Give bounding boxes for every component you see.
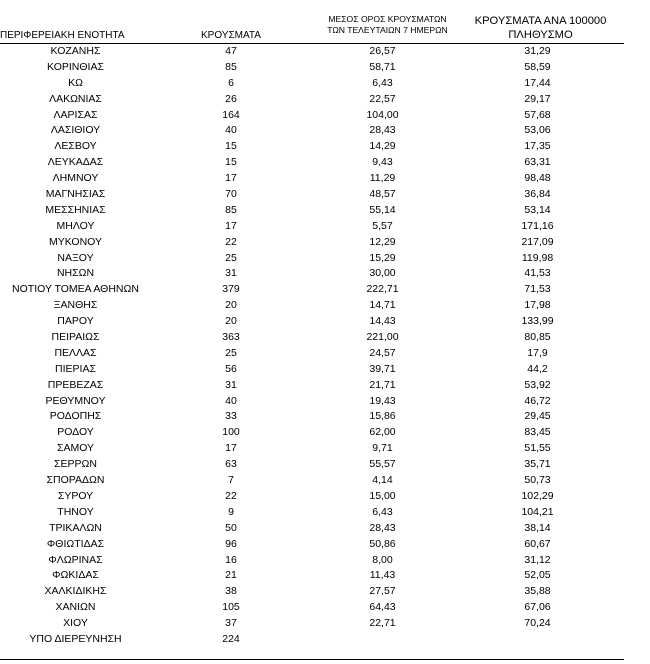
table-row — [0, 92, 650, 108]
cell-region: ΜΥΚΟΝΟΥ — [48, 235, 102, 248]
table-row — [0, 235, 650, 251]
cell-cases: 363 — [222, 331, 240, 344]
table-row — [0, 298, 650, 314]
cell-cases-per-100k: 57,68 — [524, 108, 551, 121]
cell-seven-day-average: 48,57 — [369, 188, 396, 201]
cell-seven-day-average: 11,43 — [369, 569, 396, 582]
cell-region: ΛΕΥΚΑΔΑΣ — [47, 156, 104, 169]
cell-seven-day-average: 39,71 — [369, 362, 396, 375]
column-header-seven-day-average-line-1: ΜΕΣΟΣ ΟΡΟΣ ΚΡΟΥΣΜΑΤΩΝ — [328, 14, 447, 24]
table-row — [0, 489, 650, 505]
cell-seven-day-average: 9,43 — [372, 156, 393, 169]
cell-region: ΞΑΝΘΗΣ — [53, 299, 98, 312]
cell-cases-per-100k: 53,92 — [524, 378, 551, 391]
cell-region: ΣΑΜΟΥ — [56, 442, 95, 455]
cell-cases: 38 — [225, 585, 237, 598]
table-row — [0, 219, 650, 235]
cell-cases: 56 — [225, 362, 237, 375]
cell-seven-day-average: 64,43 — [369, 601, 396, 614]
cell-seven-day-average: 62,00 — [369, 426, 396, 439]
cell-region: ΦΛΩΡΙΝΑΣ — [48, 553, 103, 566]
table-row — [0, 616, 650, 632]
cell-cases: 100 — [222, 426, 240, 439]
cell-cases-per-100k: 83,45 — [524, 426, 551, 439]
table-row — [0, 203, 650, 219]
cell-cases-per-100k: 17,44 — [524, 76, 551, 89]
cell-region: ΝΗΣΩΝ — [56, 267, 95, 280]
table-row — [0, 251, 650, 267]
cell-cases-per-100k: 35,71 — [524, 458, 551, 471]
cell-region: ΚΩ — [68, 76, 83, 89]
cell-cases: 224 — [222, 632, 240, 645]
cell-cases: 7 — [228, 474, 234, 487]
cell-cases: 50 — [225, 521, 237, 534]
table-row — [0, 282, 650, 298]
cell-cases: 37 — [225, 617, 237, 630]
cell-cases: 25 — [225, 251, 237, 264]
table-row — [0, 553, 650, 569]
cell-seven-day-average: 6,43 — [372, 76, 393, 89]
cell-seven-day-average: 9,71 — [372, 442, 393, 455]
table-row — [0, 632, 650, 648]
cell-region: ΜΕΣΣΗΝΙΑΣ — [45, 203, 106, 216]
cell-cases-per-100k: 104,21 — [521, 505, 554, 518]
cell-cases-per-100k: 36,84 — [524, 188, 551, 201]
cell-seven-day-average: 21,71 — [369, 378, 396, 391]
cell-seven-day-average: 50,86 — [369, 537, 396, 550]
cell-cases-per-100k: 41,53 — [524, 267, 551, 280]
cell-seven-day-average: 22,71 — [369, 617, 396, 630]
cell-seven-day-average: 104,00 — [366, 108, 399, 121]
cell-cases: 20 — [225, 315, 237, 328]
table-row — [0, 568, 650, 584]
cell-cases: 379 — [222, 283, 240, 296]
cell-seven-day-average: 19,43 — [369, 394, 396, 407]
cell-seven-day-average: 28,43 — [369, 124, 396, 137]
column-header-seven-day-average — [305, 14, 470, 36]
cell-cases-per-100k: 119,98 — [521, 251, 554, 264]
cell-seven-day-average: 6,43 — [372, 505, 393, 518]
table-row — [0, 155, 650, 171]
cell-seven-day-average: 11,29 — [369, 172, 396, 185]
cell-cases-per-100k: 171,16 — [521, 219, 554, 232]
column-header-cases-per-100k-line-1: ΚΡΟΥΣΜΑΤΑ ΑΝΑ 100000 — [474, 15, 607, 27]
cell-cases-per-100k: 133,99 — [521, 315, 554, 328]
cell-region: ΚΟΡΙΝΘΙΑΣ — [47, 60, 104, 73]
cell-region: ΛΑΣΙΘΙΟΥ — [50, 124, 101, 137]
cell-cases-per-100k: 44,2 — [527, 362, 548, 375]
cell-region: ΦΘΙΩΤΙΔΑΣ — [46, 537, 105, 550]
cell-cases: 22 — [225, 489, 237, 502]
cell-region: ΛΑΡΙΣΑΣ — [53, 108, 98, 121]
cell-seven-day-average: 14,71 — [369, 299, 396, 312]
cell-region: ΠΕΛΛΑΣ — [54, 346, 97, 359]
cell-cases-per-100k: 17,9 — [527, 346, 548, 359]
cell-cases: 17 — [225, 219, 237, 232]
column-header-cases-per-100k-line-2: ΠΛΗΘΥΣΜΟ — [508, 29, 573, 41]
cell-seven-day-average: 26,57 — [369, 45, 396, 57]
cell-region: ΥΠΟ ΔΙΕΡΕΥΝΗΣΗ — [29, 632, 122, 645]
column-header-region: ΠΕΡΙΦΕΡΕΙΑΚΗ ΕΝΟΤΗΤΑ — [0, 30, 125, 41]
cell-cases: 17 — [225, 442, 237, 455]
cell-cases-per-100k: 102,29 — [521, 489, 554, 502]
cell-cases-per-100k: 53,14 — [524, 203, 551, 216]
cell-region: ΛΕΣΒΟΥ — [54, 140, 97, 153]
cell-region: ΠΙΕΡΙΑΣ — [55, 362, 96, 375]
cell-seven-day-average: 15,00 — [369, 489, 396, 502]
cell-region: ΤΡΙΚΑΛΩΝ — [49, 521, 102, 534]
cell-seven-day-average: 14,43 — [369, 315, 396, 328]
cell-cases: 85 — [225, 203, 237, 216]
cell-region: ΠΑΡΟΥ — [57, 315, 94, 328]
table-row — [0, 584, 650, 600]
cell-cases-per-100k: 51,55 — [524, 442, 551, 455]
cell-cases: 16 — [225, 553, 237, 566]
cell-seven-day-average: 4,14 — [372, 474, 393, 487]
cell-seven-day-average: 30,00 — [369, 267, 396, 280]
table-row — [0, 394, 650, 410]
cell-cases-per-100k: 67,06 — [524, 601, 551, 614]
table-row — [0, 537, 650, 553]
table-row — [0, 266, 650, 282]
cell-region: ΡΟΔΟΥ — [57, 426, 94, 439]
cell-cases-per-100k: 63,31 — [524, 156, 551, 169]
cell-cases-per-100k: 46,72 — [524, 394, 551, 407]
table-row — [0, 600, 650, 616]
cell-region: ΦΩΚΙΔΑΣ — [52, 569, 99, 582]
cell-region: ΧΑΝΙΩΝ — [55, 601, 96, 614]
cell-cases-per-100k: 38,14 — [524, 521, 551, 534]
column-header-seven-day-average-line-2: ΤΩΝ ΤΕΛΕΥΤΑΙΩΝ 7 ΗΜΕΡΩΝ — [327, 25, 448, 35]
cell-cases-per-100k: 31,29 — [524, 45, 551, 57]
table-row — [0, 44, 650, 60]
cell-cases: 26 — [225, 92, 237, 105]
cell-cases-per-100k: 52,05 — [524, 569, 551, 582]
cell-cases-per-100k: 98,48 — [524, 172, 551, 185]
cell-cases: 25 — [225, 346, 237, 359]
table-row — [0, 108, 650, 124]
cell-cases: 22 — [225, 235, 237, 248]
cell-cases-per-100k: 50,73 — [524, 474, 551, 487]
cell-cases: 33 — [225, 410, 237, 423]
table-row — [0, 123, 650, 139]
cell-region: ΣΥΡΟΥ — [57, 489, 94, 502]
cell-cases: 47 — [225, 45, 237, 57]
cell-seven-day-average: 15,29 — [369, 251, 396, 264]
footer-divider — [0, 659, 624, 660]
cell-seven-day-average: 221,00 — [366, 331, 399, 344]
table-row — [0, 378, 650, 394]
table-row — [0, 330, 650, 346]
cell-cases: 40 — [225, 394, 237, 407]
cell-cases: 96 — [225, 537, 237, 550]
table-row — [0, 441, 650, 457]
cell-cases: 164 — [222, 108, 240, 121]
table-row — [0, 521, 650, 537]
table-row — [0, 76, 650, 92]
cell-cases-per-100k: 29,45 — [524, 410, 551, 423]
cell-region: ΛΗΜΝΟΥ — [52, 172, 99, 185]
cell-region: ΚΟΖΑΝΗΣ — [50, 45, 101, 57]
cell-seven-day-average: 22,57 — [369, 92, 396, 105]
cell-cases: 31 — [225, 267, 237, 280]
cell-region: ΝΑΞΟΥ — [57, 251, 94, 264]
cell-region: ΝΟΤΙΟΥ ΤΟΜΕΑ ΑΘΗΝΩΝ — [12, 283, 139, 296]
cell-region: ΣΠΟΡΑΔΩΝ — [46, 474, 105, 487]
cell-cases-per-100k: 17,98 — [524, 299, 551, 312]
table-row — [0, 505, 650, 521]
table-row — [0, 457, 650, 473]
table-row — [0, 187, 650, 203]
cell-seven-day-average: 5,57 — [372, 219, 393, 232]
cell-region: ΣΕΡΡΩΝ — [54, 458, 97, 471]
cell-cases-per-100k: 17,35 — [524, 140, 551, 153]
cell-region: ΡΟΔΟΠΗΣ — [49, 410, 102, 423]
cell-seven-day-average: 55,57 — [369, 458, 396, 471]
cell-region: ΜΑΓΝΗΣΙΑΣ — [45, 188, 106, 201]
cell-cases: 40 — [225, 124, 237, 137]
cell-seven-day-average: 222,71 — [366, 283, 399, 296]
table-row — [0, 60, 650, 76]
cell-seven-day-average: 14,29 — [369, 140, 396, 153]
cell-region: ΠΡΕΒΕΖΑΣ — [47, 378, 104, 391]
cell-seven-day-average: 27,57 — [369, 585, 396, 598]
cell-region: ΠΕΙΡΑΙΩΣ — [51, 331, 100, 344]
cell-region: ΤΗΝΟΥ — [57, 505, 94, 518]
table-row — [0, 171, 650, 187]
cell-cases: 31 — [225, 378, 237, 391]
cell-cases: 21 — [225, 569, 237, 582]
cell-seven-day-average: 28,43 — [369, 521, 396, 534]
table-row — [0, 409, 650, 425]
cell-seven-day-average: 58,71 — [369, 60, 396, 73]
cell-seven-day-average: 8,00 — [372, 553, 393, 566]
cell-region: ΧΑΛΚΙΔΙΚΗΣ — [44, 585, 107, 598]
cell-cases: 17 — [225, 172, 237, 185]
cell-seven-day-average: 55,14 — [369, 203, 396, 216]
cell-cases: 20 — [225, 299, 237, 312]
table-row — [0, 139, 650, 155]
table-row — [0, 314, 650, 330]
cell-cases: 6 — [228, 76, 234, 89]
column-header-cases: ΚΡΟΥΣΜΑΤΑ — [201, 30, 261, 41]
cell-region: ΛΑΚΩΝΙΑΣ — [49, 92, 102, 105]
cell-cases: 85 — [225, 60, 237, 73]
cell-cases-per-100k: 70,24 — [524, 617, 551, 630]
cell-cases-per-100k: 58,59 — [524, 60, 551, 73]
cell-seven-day-average: 15,86 — [369, 410, 396, 423]
cell-seven-day-average: 24,57 — [369, 346, 396, 359]
cell-cases: 15 — [225, 140, 237, 153]
table-row — [0, 425, 650, 441]
cell-region: ΜΗΛΟΥ — [56, 219, 95, 232]
cell-cases-per-100k: 60,67 — [524, 537, 551, 550]
cell-cases-per-100k: 31,12 — [524, 553, 551, 566]
cell-cases: 63 — [225, 458, 237, 471]
cell-cases-per-100k: 35,88 — [524, 585, 551, 598]
cell-cases-per-100k: 80,85 — [524, 331, 551, 344]
cell-cases-per-100k: 53,06 — [524, 124, 551, 137]
cell-cases: 9 — [228, 505, 234, 518]
cell-seven-day-average: 12,29 — [369, 235, 396, 248]
table-row — [0, 362, 650, 378]
cell-region: ΧΙΟΥ — [63, 617, 88, 630]
cell-region: ΡΕΘΥΜΝΟΥ — [45, 394, 106, 407]
column-header-cases-per-100k — [458, 14, 623, 42]
cell-cases: 70 — [225, 188, 237, 201]
cell-cases-per-100k: 217,09 — [521, 235, 554, 248]
cell-cases-per-100k: 71,53 — [524, 283, 551, 296]
table-row — [0, 473, 650, 489]
cell-cases: 15 — [225, 156, 237, 169]
cell-cases: 105 — [222, 601, 240, 614]
table-body — [0, 44, 650, 648]
table-row — [0, 346, 650, 362]
cell-cases-per-100k: 29,17 — [524, 92, 551, 105]
